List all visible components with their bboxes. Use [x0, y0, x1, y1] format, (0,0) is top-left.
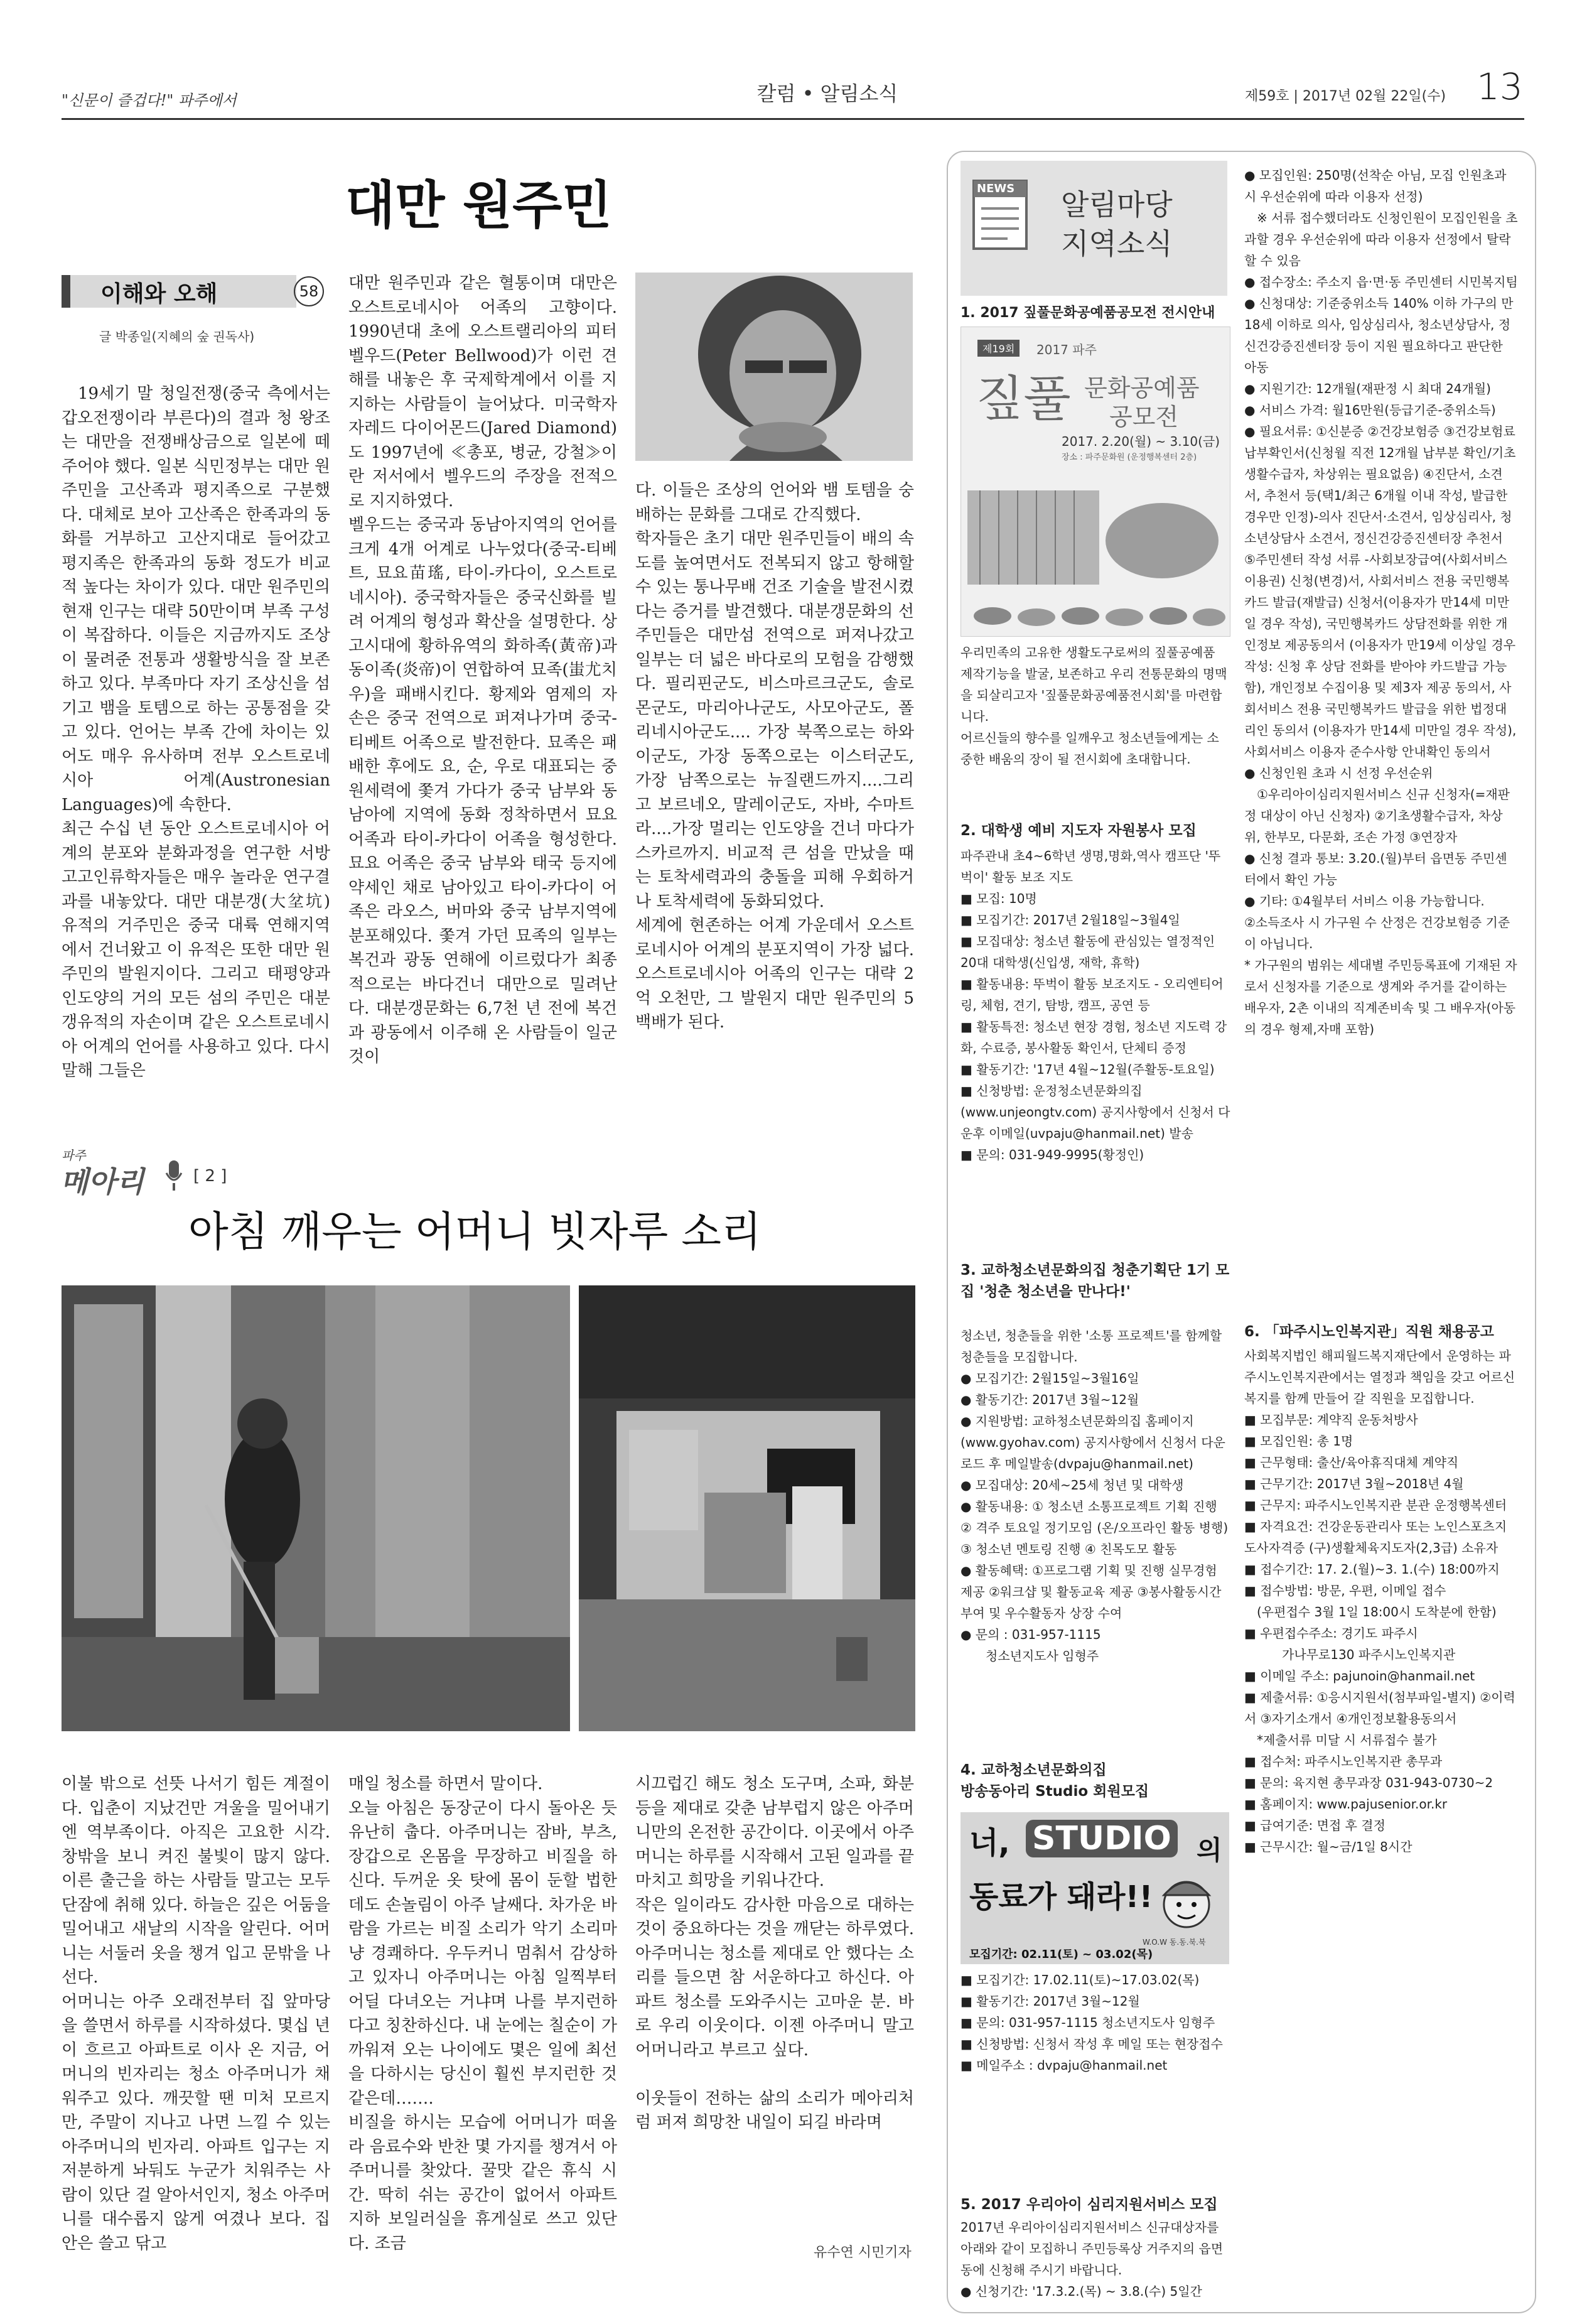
- author-portrait: [635, 273, 913, 461]
- meari-brand: 메아리: [60, 1165, 144, 1199]
- notice-3-body: 청소년, 청춘들을 위한 '소통 프로젝트'를 함께할 청춘들을 모집합니다. ● 모집기간: 2월15일~3월16일 ● 활동기간: 2017년 3월~12월 ● 지원방법: 교하청소년문화의집 홈페이지(www.gyohav.com) 공지사항에서 신청서 다운로드 후 메일발송(dvpaju@hanmail.net) ● 모집대상: 20세~25세 청년 및 대학생 ● 활동내용: ① 청소년 소통프로젝트 기획 진행 ② 격주 토요일 정기모임 (온/오프라인 활동 병행) ③ 청소년 멘토링 진행 ④ 친목도모 활동 ● 활동혜택: ①프로그램 기획 및 진행 실무경험 제공 ②워크샵 및 활동교육 제공 ③봉사활동시간 부여 및 우수활동자 상장 수여 ● 문의 : 031-957-1115 청소년지도사 임형주: [960, 1328, 1229, 1663]
- banner-period: 모집기간: 02.11(토) ~ 03.02(목): [969, 1948, 1153, 1961]
- series-label: 이해와 오해: [100, 281, 218, 307]
- article-column-1: 19세기 말 청일전쟁(중국 측에서는 갑오전쟁이라 부른다)의 결과 청 왕조는 대만을 전쟁배상금으로 일본에 떼주어야 했다. 일본 식민정부는 대만 원주민을 고산족과 평지족으로 구분했다. 대체로 보아 고산족은 한족과의 동화를 거부하고 고산지대로 들어갔고 평지족은 한족과의 동화 정도가 비교적 높다는 차이가 있다. 대만 원주민의 현재 인구는 대략 50만이며 부족 구성이 복잡하다. 이들은 지금까지도 조상이 물려준 전통과 생활방식을 잘 보존하고 있다. 부족마다 자기 조상신을 섬기고 뱀을 토템으로 하는 공통점을 갖고 있다. 언어는 부족 간에 차이는 있어도 매우 유사하며 전부 오스트로네시아 어계(Austronesian Languages)에 속한다. 최근 수십 년 동안 오스트로네시아 어계의 분포와 분화과정을 연구한 서방 고고인류학자들은 매우 놀라운 연구결과를 내놓았다. 대만 대분갱(大坌坑)유적의 거주민은 중국 대륙 연해지역에서 건너왔고 이 유적은 또한 대만 원주민의 발원지이다. 그리고 태평양과 인도양의 거의 모든 섬의 주민은 대분갱유적의 자손이며 같은 오스트로네시아 어계의 언어를 사용하고 있다. 다시 말해 그들은: [62, 384, 330, 1080]
- notice-4-body: ■ 모집기간: 17.02.11(토)~17.03.02(목) ■ 활동기간: 2017년 3월~12월 ■ 문의: 031-957-1115 청소년지도사 임형주 ■ 신청방법: 신청서 작성 후 메일 또는 현장접수 ■ 메일주소 : dvpaju@hanmail.net: [960, 1972, 1223, 2073]
- photo-sweeping: [62, 1285, 570, 1731]
- meari-column-3: 시끄럽긴 해도 청소 도구며, 소파, 화분 등을 제대로 갖춘 남부럽지 않은 아주머니만의 온전한 공간이다. 이곳에서 아주머니는 하루를 시작해서 고된 일과를 끝마치고 희망을 키워나간다. 작은 일이라도 감사한 마음으로 대하는 것이 중요하다는 것을 깨닫는 하루였다. 아주머니는 청소를 제대로 안 했다는 소리를 들으면 참 서운하다고 하신다. 아파트 청소를 도와주시는 고마운 분. 바로 우리 이웃이다. 이젠 아주머니 말고 어머니라고 부르고 싶다. 이웃들이 전하는 삶의 소리가 메아리처럼 퍼져 희망찬 내일이 되길 바라며: [635, 1775, 914, 2132]
- header-rule: [62, 118, 1524, 120]
- issue-date: 제59호 | 2017년 02월 22일(수): [1245, 89, 1446, 104]
- banner-tag: W.O.W 동.동.북.북: [1143, 1938, 1206, 1947]
- notice-title-1: 알림마당: [1061, 188, 1173, 222]
- meari-title: 아침 깨우는 어머니 빗자루 소리: [188, 1208, 761, 1256]
- news-tag: NEWS: [977, 182, 1015, 195]
- microphone-icon: [164, 1159, 183, 1196]
- byline: 글 박종일(지혜의 숲 권독사): [99, 329, 255, 344]
- photo-boiler-room: [579, 1285, 915, 1731]
- notice-2-body: 파주관내 초4~6학년 생명,명화,역사 캠프단 '뚜벅이' 활동 보조 지도 ■ 모집: 10명 ■ 모집기간: 2017년 2월18일~3월4일 ■ 모집대상: 청소년 활동에 관심있는 열정적인 20대 대학생(신입생, 재학, 휴학) ■ 활동내용: 뚜벅이 활동 보조지도 - 오리엔티어링, 체험, 견기, 탐방, 캠프, 공연 등 ■ 활동특전: 청소년 현장 경험, 청소년 지도력 강화, 수료증, 봉사활동 확인서, 단체티 증정 ■ 활동기간: '17년 4월~12월(주활동-토요일) ■ 신청방법: 운정청소년문화의집 (www.unjeongtv.com) 공지사항에서 신청서 다운후 이메일(uvpaju@hanmail.net) 발송 ■ 문의: 031-949-9995(황정인): [960, 848, 1230, 1162]
- meari-brand-top: 파주: [62, 1148, 86, 1163]
- section-name: 칼럼 • 알림소식: [756, 82, 898, 105]
- poster-sub2: 공모전: [1109, 403, 1179, 431]
- notice-3-title: 3. 교하청소년문화의집 청춘기획단 1기 모집 '청춘 청소년을 만나다!': [960, 1262, 1230, 1300]
- notice-5-title: 5. 2017 우리아이 심리지원서비스 모집: [960, 2197, 1218, 2213]
- notice-5-continued: ● 모집인원: 250명(선착순 아님, 모집 인원초과 시 우선순위에 따라 이용자 선정) ※ 서류 접수했더라도 신청인원이 모집인원을 초과할 경우 우선순위에 따라 이용자 선정에서 탈락할 수 있음 ● 접수장소: 주소지 읍·면·동 주민센터 시민복지팀 ● 신청대상: 기준중위소득 140% 이하 가구의 만 18세 이하로 의사, 임상심리사, 청소년상담사, 정신건강증진센터장 등이 지원 필요하다고 판단한 아동 ● 지원기간: 12개월(재판정 시 최대 24개월) ● 서비스 가격: 월16만원(등급기준-중위소득) ● 필요서류: ①신분증 ②건강보험증 ③건강보험료 납부확인서(신청월 직전 12개월 납부분 확인/기초생활수급자, 차상위는 필요없음) ④진단서, 소견서, 추천서 등(택1/최근 6개월 이내 작성, 발급한 경우만 인정)-의사 진단서·소견서, 임상심리사, 청소년상담사 소견서, 정신건강증진센터장 추천서 ⑤주민센터 작성 서류 -사회보장급여(사회서비스이용권) 신청(변경)서, 사회서비스 전용 국민행복카드 발급(재발급) 신청서(이용자가 만14세 미만일 경우 작성), 국민행복카드 상담전화를 위한 개인정보 제공동의서 (이용자가 만19세 이상일 경우 작성: 신청 후 상담 전화를 받아야 카드발급 가능함), 개인정보 수집이용 및 제3자 제공 동의서, 사회서비스 전용 국민행복카드 발급을 위한 법정대리인 동의서 (이용자가 만14세 미만일 경우 작성), 사회서비스 이용자 준수사항 안내확인 동의서 ● 신청인원 초과 시 선정 우선순위 ①우리아이심리지원서비스 신규 신청자(=재판정 대상이 아닌 신청자) ②기초생활수급자, 차상위, 한부모, 다문화, 조손 가정 ③연장자 ● 신청 결과 통보: 3.20.(월)부터 읍면동 주민센터에서 확인 가능 ● 기타: ①4월부터 서비스 이용 가능합니다. ②소득조사 시 가구원 수 산정은 건강보험증 기준이 아닙니다. * 가구원의 범위는 세대별 주민등록표에 기재된 자로서 신청자를 기준으로 생계와 주거를 같이하는 배우자, 2촌 이내의 직계존비속 및 그 배우자(아동의 경우 형제,자매 포함): [1244, 168, 1518, 1037]
- notice-1-title: 1. 2017 짚풀문화공예품공모전 전시안내: [960, 305, 1215, 321]
- poster-badge: 제19회: [977, 340, 1020, 357]
- banner-studio: STUDIO: [1026, 1820, 1178, 1857]
- reporter-name: 유수연 시민기자: [814, 2245, 912, 2261]
- notice-title-2: 지역소식: [1061, 227, 1173, 261]
- studio-banner: [960, 1812, 1229, 1964]
- page-number: 13: [1477, 65, 1523, 108]
- meari-column-2: 매일 청소를 하면서 말이다. 오늘 아침은 동장군이 다시 돌아온 듯 유난히 춥다. 아주머니는 잠바, 부츠, 장갑으로 온몸을 무장하고 비질을 하신다. 두꺼운 옷 탓에 몸이 둔할 법한데도 손놀림이 아주 날쌔다. 차가운 바람을 가르는 비질 소리가 악기 소리마냥 경쾌하다. 우두커니 멈춰서 감상하고 있자니 아주머니는 아침 일찍부터 어딜 다녀오는 거냐며 나를 부지런하다고 칭찬하신다. 내 눈에는 칠순이 가까워져 오는 나이에도 몇은 일에 최선을 다하시는 당신이 훨씬 부지런한 것 같은데……. 비질을 하시는 모습에 어머니가 떠올라 음료수와 반찬 몇 가지를 챙겨서 아주머니를 찾았다. 꿀맛 같은 휴식 시간. 딱히 쉬는 공간이 없어서 아파트 지하 보일러실을 휴게실로 쓰고 있단다. 조금: [348, 1775, 617, 2253]
- article-column-3: 다. 이들은 조상의 언어와 뱀 토템을 숭배하는 문화를 그대로 간직했다. 학자들은 초기 대만 원주민들이 배의 속도를 높여면서도 전복되지 않고 항해할 수 있는 통나무배 건조 기술을 발전시켰다는 증거를 발견했다. 대분갱문화의 선주민들은 대만섬 전역으로 퍼져나갔고 일부는 더 넓은 바다로의 모험을 감행했다. 필리핀군도, 비스마르크군도, 솔로몬군도, 마리아나군도, 사모아군도, 폴리네시아군도.... 가장 북쪽으로는 하와이군도, 가장 동쪽으로는 이스터군도, 가장 남쪽으로는 뉴질랜드까지....그리고 보르네오, 말레이군도, 자바, 수마트라....가장 멀리는 인도양을 건너 마다가스카르까지. 비교적 큰 섬을 만났을 때는 토착세력과의 충돌을 피해 우회하거나 토착세력에 동화되었다. 세계에 현존하는 어계 가운데서 오스트로네시아 어계의 분포지역이 가장 넓다. 오스트로네시아 어족의 인구는 대략 2억 오천만, 그 발원지 대만 원주민의 5백배가 된다.: [635, 481, 914, 1032]
- banner-line1: 너,: [969, 1825, 1010, 1861]
- notice-6-body: 사회복지법인 해피월드복지재단에서 운영하는 파주시노인복지관에서는 열정과 책임을 갖고 어르신복지를 함께 만들어 갈 직원을 모집합니다. ■ 모집부문: 계약직 운동처방사 ■ 모집인원: 총 1명 ■ 근무형태: 출산/육아휴직대체 계약직 ■ 근무기간: 2017년 3월~2018년 4월 ■ 근무지: 파주시노인복지관 분관 운정행복센터 ■ 자격요건: 건강운동관리사 또는 노인스포츠지도사자격증 (구)생활체육지도자(2,3급) 소유자 ■ 접수기간: 17. 2.(월)~3. 1.(수) 18:00까지 ■ 접수방법: 방문, 우편, 이메일 접수 (우편접수 3월 1일 18:00시 도착분에 한함) ■ 우편접수주소: 경기도 파주시 가나무로130 파주시노인복지관 ■ 이메일 주소: pajunoin@hanmail.net ■ 제출서류: ①응시지원서(첨부파일-별지) ②이력서 ③자기소개서 ④개인정보활용동의서 *제출서류 미달 시 서류접수 불가 ■ 접수처: 파주시노인복지관 총무과 ■ 문의: 육지현 총무과장 031-943-0730~2 ■ 홈페이지: www.pajusenior.or.kr ■ 급여기준: 면접 후 결정 ■ 근무시간: 월~금/1일 8시간: [1244, 1348, 1515, 1854]
- meari-column-1: 이불 밖으로 선뜻 나서기 힘든 계절이다. 입춘이 지났건만 겨울을 밀어내기엔 역부족이다. 아직은 고요한 시각. 창밖을 보니 켜진 불빛이 많지 않다. 이른 출근을 하는 사람들 말고는 모두 단잠에 취해 있다. 하늘은 깊은 어둠을 밀어내고 새날의 시작을 알린다. 어머니는 서둘러 옷을 챙겨 입고 문밖을 나선다. 어머니는 아주 오래전부터 집 앞마당을 쓸면서 하루를 시작하셨다. 몇십 년이 흐르고 아파트로 이사 온 지금, 어머니의 빈자리는 청소 아주머니가 채워주고 있다. 깨끗할 땐 미처 모르지만, 주말이 지나고 나면 느낄 수 있는 아주머니의 빈자리. 아파트 입구는 지저분하게 놔둬도 누군가 치워주는 사람이 있단 걸 알아서인지, 청소 아주머니를 대수롭지 않게 여겼나 보다. 집 안은 쓸고 닦고: [62, 1775, 330, 2253]
- poster-sub1: 문화공예품: [1084, 374, 1200, 402]
- banner-eui: 의: [1197, 1835, 1222, 1866]
- notice-5-body: 2017년 우리아이심리지원서비스 신규대상자를 아래와 같이 모집하니 주민등록상 거주지의 읍면동에 신청해 주시기 바랍니다. ● 신청기간: '17.3.2.(목) ~ 3.8.(수) 5일간: [960, 2220, 1224, 2299]
- notice-1-body: 우리민족의 고유한 생활도구로써의 짚풀공예품 제작기능을 발굴, 보존하고 우리 전통문화의 명맥을 되살리고자 '짚풀문화공예품전시회'를 마련합니다. 어르신들의 향수를 일깨우고 청소년들에게는 소중한 배움의 장이 될 전시회에 초대합니다.: [960, 645, 1227, 767]
- meari-episode: [ 2 ]: [193, 1167, 227, 1186]
- poster-small: 2017 파주: [1036, 342, 1097, 357]
- poster-place: 장소 : 파주문화원 (운정행복센터 2층): [1062, 453, 1197, 462]
- notice-2-title: 2. 대학생 예비 지도자 자원봉사 모집: [960, 823, 1197, 839]
- notice-6-title: 6. 「파주시노인복지관」직원 채용공고: [1244, 1324, 1494, 1340]
- article-column-2: 대만 원주민과 같은 혈통이며 대만은 오스트로네시아 어족의 고향이다. 1990년대 초에 오스트랠리아의 피터 벨우드(Peter Bellwood)가 이런 견해를 내놓은 후 국제학계에서 이를 지지하는 사람들이 늘어났다. 미국학자 자레드 다이어몬드(Jared Diamond)도 1997년에 ≪총포, 병균, 강철≫이란 저서에서 벨우드의 주장을 전적으로 지지하였다. 벨우드는 중국과 동남아지역의 언어를 크게 4개 어계로 나누었다(중국-티베트, 묘요苗瑤, 타이-카다이, 오스트로네시아). 중국학자들은 중국신화를 빌려 어계의 형성과 확산을 설명한다. 상고시대에 황하유역의 화하족(黃帝)과 동이족(炎帝)이 연합하여 묘족(蚩尤치우)을 패배시킨다. 황제와 염제의 자손은 중국 전역으로 퍼져나가며 중국-티베트 어족으로 발전한다. 묘족은 패배한 후에도 요, 순, 우로 대표되는 중원세력에 쫓겨 가다가 중국 남부와 동남아에 지역에 동화 정착하면서 묘요어족과 타이-카다이 어족을 형성한다. 묘요 어족은 중국 남부와 태국 등지에 약세인 채로 남아있고 타이-카다이 어족은 라오스, 버마와 중국 남부지역에 분포해있다. 쫓겨 가던 묘족의 일부는 복건과 광동 연해에 이르렀다가 최종적으로는 바다건너 대만으로 밀려난다. 대분갱문화는 6,7천 년 전에 복건과 광동에서 이주해 온 사람들이 일군 것이: [348, 274, 617, 1066]
- poster-big: 짚풀: [976, 371, 1071, 428]
- banner-line2: 동료가 돼라!!: [969, 1879, 1153, 1915]
- poster-dates: 2017. 2.20(월) ~ 3.10(금): [1062, 434, 1220, 449]
- series-number: 58: [294, 276, 324, 306]
- notice-4-title: 4. 교하청소년문화의집 방송동아리 Studio 회원모집: [960, 1762, 1149, 1800]
- newspaper-slogan: "신문이 즐겁다!" 파주에서: [62, 92, 237, 109]
- article-title: 대만 원주민: [345, 176, 612, 235]
- straw-craft-poster: [960, 327, 1230, 637]
